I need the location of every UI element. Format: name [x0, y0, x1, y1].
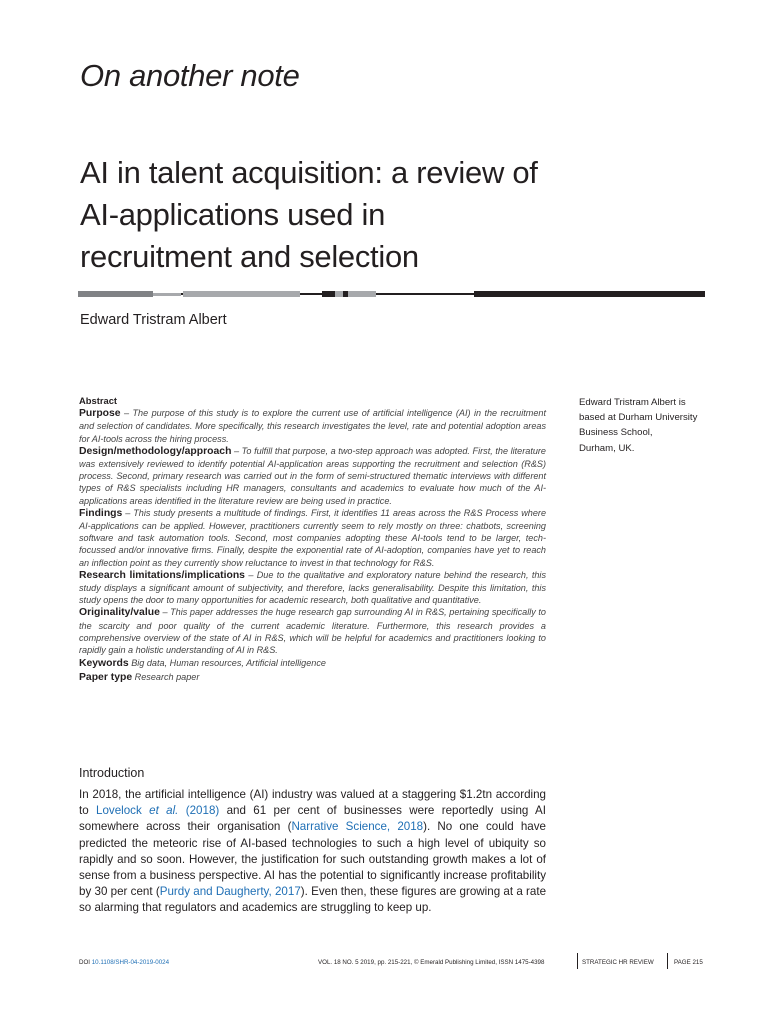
paper-type-label: Paper type [79, 672, 133, 684]
footer-page: PAGE 215 [674, 959, 703, 966]
intro-text: and 61 per cent of businesses were reportedly using AI somewhere across their organisation ( [79, 804, 546, 834]
abstract-limitations [79, 569, 546, 607]
footer-divider [667, 953, 668, 969]
originality-label: Originality/value [79, 607, 160, 619]
article-title [80, 152, 640, 278]
citation-link[interactable] [96, 804, 219, 817]
abstract-heading: Abstract [79, 395, 118, 406]
affiliation-line: Durham, UK. [579, 442, 635, 454]
abstract-paper-type [79, 671, 546, 684]
abstract [79, 395, 546, 685]
abstract-findings [79, 507, 546, 569]
purpose-label: Purpose [79, 408, 121, 420]
paper-type-text: Research paper [132, 672, 200, 683]
footer-volume-info: VOL. 18 NO. 5 2019, pp. 215-221, © Emerald Publishing Limited, ISSN 1475-4398 [318, 959, 545, 966]
purpose-text: – The purpose of this study is to explore the current use of artificial intelligence (AI) in the recruitment and selection of candidates. More specifically, this research investigates the level, rate and potential adoption areas for AI-tools across the hiring process. [79, 408, 546, 444]
introduction-paragraph [79, 787, 546, 917]
affiliation-line: based at Durham University [579, 412, 698, 424]
footer-journal: STRATEGIC HR REVIEW [582, 959, 654, 966]
citation-etal: et al. [149, 804, 179, 818]
introduction-heading: Introduction [79, 766, 145, 780]
limitations-text: – Due to the qualitative and exploratory nature behind the research, this study displays a significant amount of subjectivity, and therefore, lacks generalisability. Despite this limitation, this study opens the door to many opportunities for academic research, both qualitative and quantitative. [79, 569, 546, 606]
intro-text: In 2018, the artificial intelligence (AI) industry was valued at a staggering $1.2tn according to [79, 788, 546, 818]
abstract-keywords [79, 657, 546, 670]
abstract-purpose [79, 407, 546, 445]
author-name: Edward Tristram Albert [80, 312, 227, 328]
doi-link[interactable]: 10.1108/SHR-04-2019-0024 [91, 959, 170, 966]
decorative-rule [78, 291, 705, 297]
title-line-1: AI in talent acquisition: a review of [80, 155, 538, 190]
originality-text: – This paper addresses the huge research gap surrounding AI in R&S, pertaining specifically to the scarcity and poor quality of the current academic literature. Furthermore, this research provides a comprehensive overview of the state of AI in R&S, which will be helpful for academics and practitioners looking to rapidly gain a holistic understanding of AI in R&S. [79, 607, 546, 656]
doi-label: DOI [79, 959, 92, 966]
keywords-label: Keywords [79, 658, 129, 670]
citation-year: (2018) [178, 804, 220, 818]
findings-label: Findings [79, 507, 123, 519]
section-label: On another note [80, 58, 300, 93]
abstract-design [79, 445, 546, 507]
design-text: – To fulfill that purpose, a two-step approach was adopted. First, the literature was extensively reviewed to identify potential AI-application areas supporting the recruitment and selection (R&S) process. Second, primary research was carried out in the form of semi-structured thematic interviews with different types of R&S specialists including HR managers, consultants and academics to evaluate how much of the AI-applications areas identified in the literature review are being used in practice. [79, 445, 546, 506]
footer-doi [79, 959, 169, 966]
citation-link[interactable]: Purdy and Daugherty, 2017 [159, 885, 301, 899]
intro-text: ). Even then, these figures are growing at a rate so alarming that regulators and academics are struggling to keep up. [79, 885, 547, 915]
title-line-3: recruitment and selection [80, 239, 419, 274]
keywords-text: Big data, Human resources, Artificial intelligence [128, 658, 326, 669]
title-line-2: AI-applications used in [80, 197, 386, 232]
citation-link[interactable]: Narrative Science, 2018 [291, 820, 424, 834]
introduction-body [79, 787, 546, 917]
author-affiliation [579, 395, 729, 456]
limitations-label: Research limitations/implications [79, 569, 245, 581]
intro-text: ). No one could have predicted the meteoric rise of AI-based technologies to such a high level of ubiquity so rapidly and so soon. However, the justification for such outstanding growth makes a lot of sense from a business perspective. AI has the potential to significantly increase profitability by 30 per cent ( [79, 820, 547, 899]
affiliation-line: Edward Tristram Albert is [579, 397, 686, 408]
citation-author: Lovelock [96, 804, 150, 818]
affiliation-line: Business School, [579, 427, 653, 439]
findings-text: – This study presents a multitude of findings. First, it identifies 11 areas across the R&S Process where AI-applications can be applied. However, practitioners currently seem to rely mostly on three: chatbots, screening software and task automation tools. Second, most companies adopting these AI-tools tend to be larger, tech-focussed and/or innovative firms. Finally, despite the exponential rate of AI-adoption, companies have yet to reach an inflection point as they currently show reluctance to invest in that technology for R&S. [79, 507, 546, 568]
abstract-originality [79, 606, 546, 656]
design-label: Design/methodology/approach [79, 445, 232, 457]
footer-divider [577, 953, 578, 969]
